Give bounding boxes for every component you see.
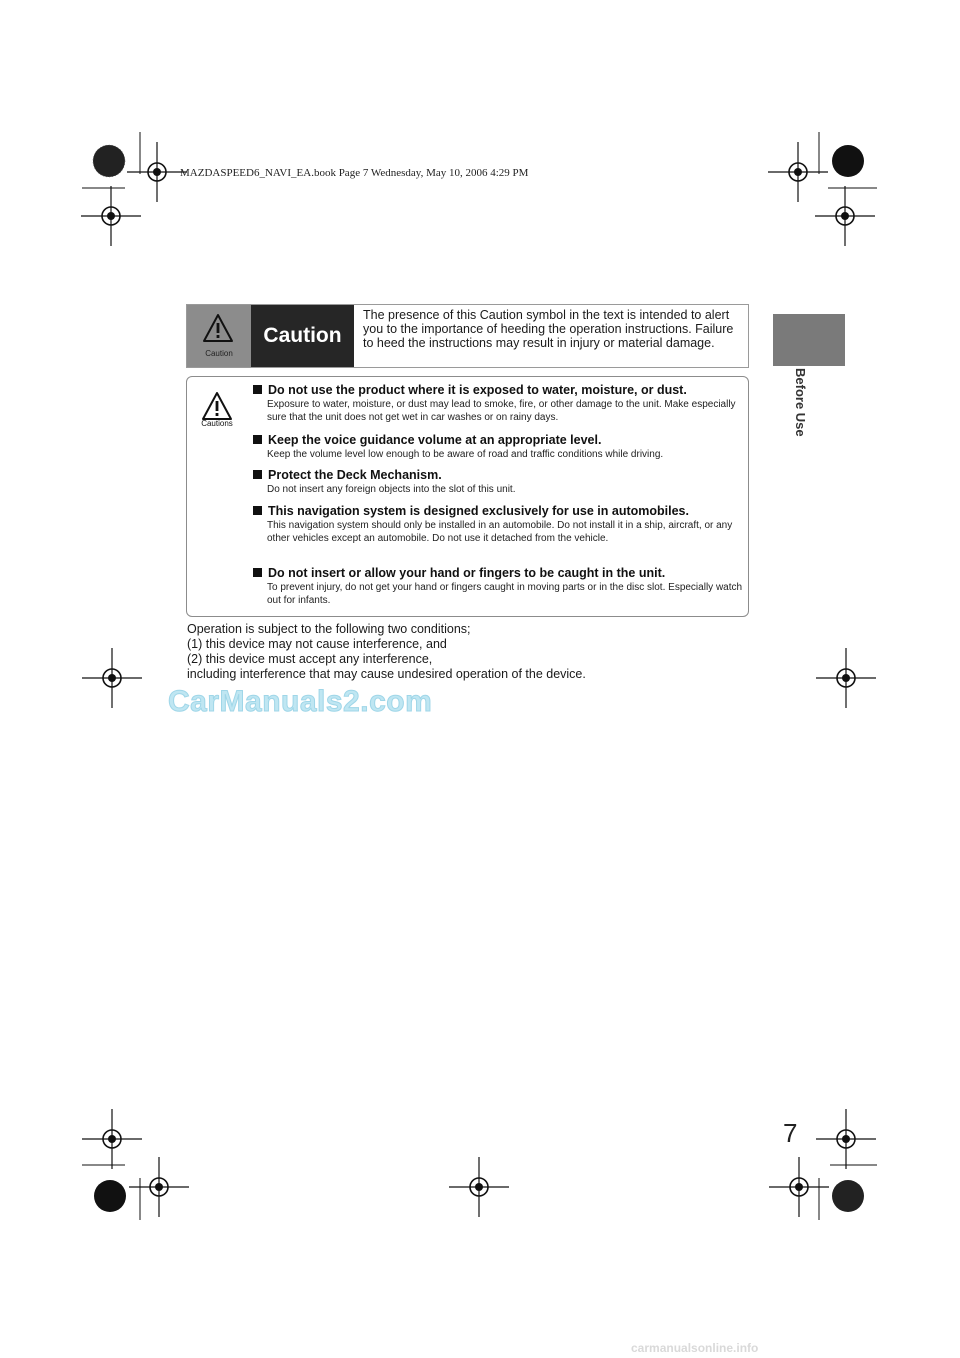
cautions-triangle-icon [201,391,233,421]
watermark-top: CarManuals2.com [168,685,433,718]
caution-body: To prevent injury, do not get your hand or fingers caught in moving parts or in the disc slot. Especially watch out for infants. [267,582,743,606]
caution-heading: This navigation system is designed exclusively for use in automobiles. [268,504,689,518]
caution-item [253,383,745,424]
legend-description: The presence of this Caution symbol in the text is intended to alert you to the importance of heeding the operation instructions. Failure to heed the instructions may result in injury or material damage. [363,308,734,350]
bullet-square-icon [253,568,262,577]
solid-target-bottom-left [94,1180,126,1212]
caution-legend-box [186,304,749,368]
radial-target-bottom-right [832,1180,864,1212]
caution-heading: Protect the Deck Mechanism. [268,468,442,482]
bullet-square-icon [253,470,262,479]
bullet-square-icon [253,506,262,515]
caution-body: Keep the volume level low enough to be aware of road and traffic conditions while driving. [267,449,664,460]
caution-body: Exposure to water, moisture, or dust may lead to smoke, fire, or other damage to the unit. Make especially sure that the unit does not get wet in car washes or on rainy days. [267,399,736,423]
section-tab-label: Before Use [793,368,808,437]
caution-heading: Keep the voice guidance volume at an appropriate level. [268,433,602,447]
condition-line: (2) this device must accept any interference, [187,652,433,666]
caution-item [253,433,745,461]
caution-heading: Do not use the product where it is exposed to water, moisture, or dust. [268,383,687,397]
condition-line: including interference that may cause undesired operation of the device. [187,667,586,681]
caution-item [253,468,745,496]
legend-icon-caption: Caution [205,349,233,358]
page-number: 7 [783,1118,798,1148]
caution-item [253,566,745,607]
operation-conditions [187,622,747,682]
caution-heading: Do not insert or allow your hand or fingers to be caught in the unit. [268,566,666,580]
legend-title: Caution [251,305,354,367]
warning-triangle-icon [202,313,234,343]
caution-item [253,504,745,545]
cautions-icon-caption: Cautions [201,419,233,428]
caution-body: Do not insert any foreign objects into the slot of this unit. [267,484,516,495]
section-tab [773,314,845,366]
watermark-bottom: carmanualsonline.info [631,1341,759,1355]
bullet-square-icon [253,435,262,444]
caution-body: This navigation system should only be installed in an automobile. Do not install it in a ship, aircraft, or any other vehicles except an automobile. Do not use it detached from the vehicle. [267,520,733,544]
condition-line: (1) this device may not cause interference, and [187,637,447,651]
book-info-header: MAZDASPEED6_NAVI_EA.book Page 7 Wednesday, May 10, 2006 4:29 PM [180,167,529,179]
legend-icon-cell [187,305,251,367]
bullet-square-icon [253,385,262,394]
solid-target-top-right [832,145,864,177]
condition-line: Operation is subject to the following two conditions; [187,622,471,636]
cautions-box [186,376,749,617]
